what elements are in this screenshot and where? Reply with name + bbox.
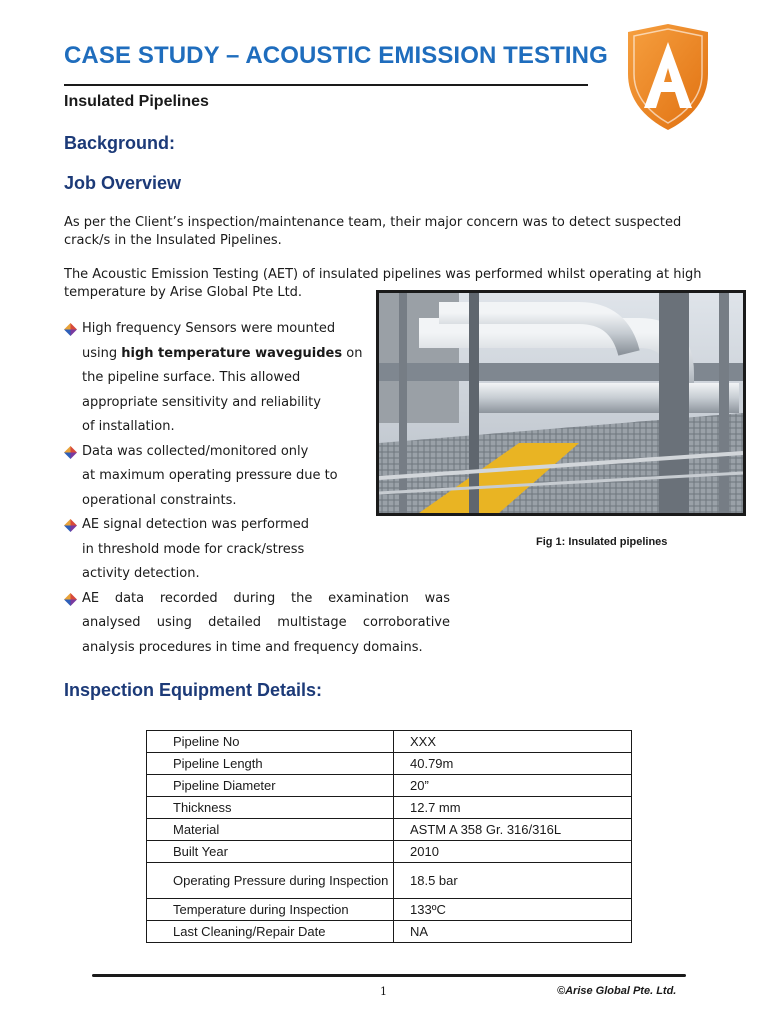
paragraph-line: crack/s in the Insulated Pipelines.	[64, 233, 282, 248]
bullet-line: AE data recorded during the examination was	[82, 590, 450, 606]
row-value: 12.7 mm	[394, 797, 632, 819]
bullet-item-signal-detection	[64, 513, 450, 587]
bullet-line: analysis procedures in time and frequency domains.	[82, 639, 423, 655]
paragraph-line: The Acoustic Emission Testing (AET) of insulated pipelines was performed whilst operating at high	[64, 267, 702, 282]
bullet-line: Data was collected/monitored only	[82, 443, 309, 459]
table-row	[147, 819, 632, 841]
row-value: 2010	[394, 841, 632, 863]
row-label: Material	[147, 819, 394, 841]
bullet-line: at maximum operating pressure due to	[82, 468, 338, 483]
four-color-diamond-bullet-icon	[64, 446, 77, 459]
row-label: Built Year	[147, 841, 394, 863]
job-overview-heading: Job Overview	[64, 173, 182, 193]
row-label: Last Cleaning/Repair Date	[147, 921, 394, 943]
table-row	[147, 775, 632, 797]
row-label: Pipeline Length	[147, 753, 394, 775]
shield-logo-icon	[620, 22, 716, 134]
page-title: CASE STUDY – ACOUSTIC EMISSION TESTING	[64, 42, 608, 69]
copyright-notice: ©Arise Global Pte. Ltd.	[557, 985, 677, 997]
table-row	[147, 797, 632, 819]
table-row	[147, 731, 632, 753]
four-color-diamond-bullet-icon	[64, 323, 77, 336]
bullet-line: appropriate sensitivity and reliability	[82, 394, 321, 410]
table-row	[147, 841, 632, 863]
footer-divider	[92, 974, 686, 977]
table-row	[147, 899, 632, 921]
row-label: Thickness	[147, 797, 394, 819]
bullet-item-analysis	[64, 587, 450, 661]
four-color-diamond-bullet-icon	[64, 519, 77, 532]
row-value: 18.5 bar	[394, 863, 632, 899]
insulated-pipelines-photo	[376, 290, 746, 516]
overview-paragraph-1	[64, 214, 724, 250]
pipeline-photo-illustration	[379, 293, 743, 513]
table-row	[147, 921, 632, 943]
table-row	[147, 863, 632, 899]
figure-caption: Fig 1: Insulated pipelines	[536, 536, 668, 548]
title-underline	[64, 84, 588, 86]
bullet-line: in threshold mode for crack/stress	[82, 541, 305, 557]
four-color-diamond-bullet-icon	[64, 593, 77, 606]
row-label: Temperature during Inspection	[147, 899, 394, 921]
paragraph-line: As per the Client’s inspection/maintenance team, their major concern was to detect suspected	[64, 215, 682, 230]
bullet-text: on	[342, 345, 363, 361]
bullet-line: operational constraints.	[82, 492, 237, 508]
row-label: Operating Pressure during Inspection	[147, 863, 394, 899]
row-value: XXX	[394, 731, 632, 753]
bullet-line: analysed using detailed multistage corroborative	[82, 615, 450, 630]
bullet-line: of installation.	[82, 419, 175, 434]
page-subtitle: Insulated Pipelines	[64, 93, 209, 110]
equipment-details-table	[146, 730, 632, 943]
row-value: 20”	[394, 775, 632, 797]
row-value: 40.79m	[394, 753, 632, 775]
row-label: Pipeline No	[147, 731, 394, 753]
page-number: 1	[380, 985, 387, 998]
paragraph-line: temperature by Arise Global Pte Ltd.	[64, 285, 303, 300]
bullet-line: the pipeline surface. This allowed	[82, 370, 301, 385]
bullet-line: activity detection.	[82, 566, 200, 581]
row-label: Pipeline Diameter	[147, 775, 394, 797]
bullet-line: AE signal detection was performed	[82, 517, 310, 532]
row-value: NA	[394, 921, 632, 943]
bullet-line: High frequency Sensors were mounted	[82, 321, 336, 336]
bullet-text: using	[82, 345, 122, 361]
equipment-heading: Inspection Equipment Details:	[64, 680, 323, 700]
row-value: 133ºC	[394, 899, 632, 921]
background-heading: Background:	[64, 133, 176, 153]
bullet-emphasis: high temperature waveguides	[121, 345, 343, 361]
table-row	[147, 753, 632, 775]
row-value: ASTM A 358 Gr. 316/316L	[394, 819, 632, 841]
